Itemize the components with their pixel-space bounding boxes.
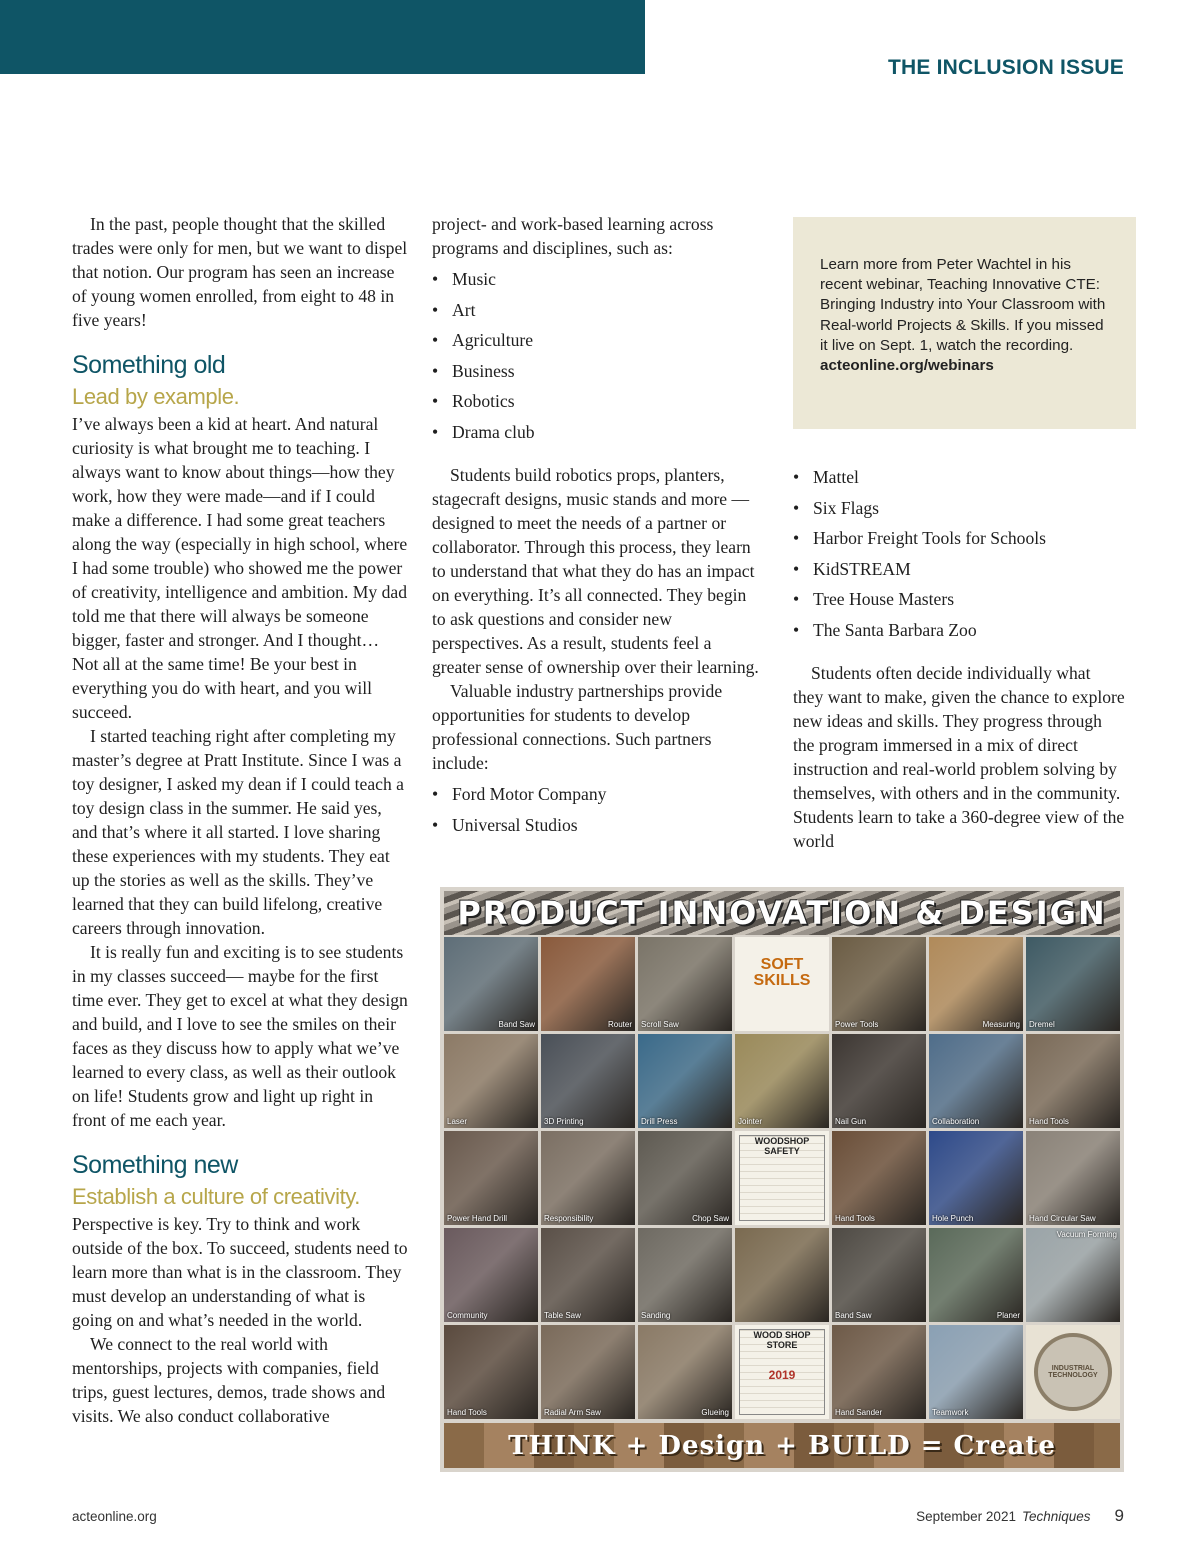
program-list bbox=[432, 264, 762, 447]
photo-tile bbox=[444, 1325, 538, 1419]
tile-label: Hand Circular Saw bbox=[1029, 1214, 1096, 1223]
photo-tile bbox=[444, 937, 538, 1031]
tile-label: Radial Arm Saw bbox=[544, 1408, 601, 1417]
tile-label: Hole Punch bbox=[932, 1214, 974, 1223]
photo-tile bbox=[929, 1228, 1023, 1322]
tile-label: Hand Sander bbox=[835, 1408, 883, 1417]
industrial-technology-badge bbox=[1034, 1333, 1112, 1411]
photo-tile bbox=[541, 1131, 635, 1225]
footer-date: September 2021 bbox=[916, 1509, 1016, 1524]
tile-label: Laser bbox=[447, 1117, 468, 1126]
photo-tile bbox=[929, 937, 1023, 1031]
photo-tile bbox=[638, 1131, 732, 1225]
list-item: • Harbor Freight Tools for Schools bbox=[793, 523, 1125, 554]
photo-tile bbox=[541, 1228, 635, 1322]
tile-label: 3D Printing bbox=[544, 1117, 584, 1126]
body-paragraph: Students often decide individually what they want to make, given the chance to explore new ideas and skills. They progress through the program immersed in a mix of direct instruction and real-world problem solving by themselves, with others and in the community. Students learn to take a 360-degree view of the world bbox=[793, 663, 1125, 851]
photo-tile bbox=[929, 1034, 1023, 1128]
tile-label: Power Hand Drill bbox=[447, 1214, 508, 1223]
photo-tile bbox=[1026, 1034, 1120, 1128]
photo-tile bbox=[638, 1034, 732, 1128]
photo-tile bbox=[735, 1034, 829, 1128]
list-item: • Universal Studios bbox=[432, 810, 762, 841]
tile-label: Band Saw bbox=[498, 1020, 535, 1029]
photo-tile bbox=[541, 1034, 635, 1128]
tile-label: Dremel bbox=[1029, 1020, 1055, 1029]
woodshop-safety-sheet: WOODSHOP SAFETY bbox=[739, 1135, 825, 1221]
tile-label: Hand Tools bbox=[1029, 1117, 1069, 1126]
tile-label: Measuring bbox=[982, 1020, 1020, 1029]
photo-tile bbox=[832, 1228, 926, 1322]
tile-label: Band Saw bbox=[835, 1311, 872, 1320]
photo-tile bbox=[444, 1228, 538, 1322]
photo-tile bbox=[1026, 937, 1120, 1031]
list-item: • Art bbox=[432, 295, 762, 326]
soft-skills-poster: SOFT SKILLS bbox=[753, 956, 811, 989]
body-paragraph: Perspective is key. Try to think and work outside of the box. To succeed, students need to learn more than what is in the classroom. They must develop an understanding of what is going on and what’s needed in the world. bbox=[72, 1214, 408, 1330]
tile-top-label: Vacuum Forming bbox=[1056, 1230, 1117, 1239]
poster-footer-bar bbox=[444, 1423, 1120, 1468]
list-item: • Six Flags bbox=[793, 493, 1125, 524]
body-paragraph: Valuable industry partnerships provide opportunities for students to develop professional connections. Such partners include: bbox=[432, 681, 723, 773]
tile-label: Table Saw bbox=[544, 1311, 581, 1320]
photo-tile bbox=[1026, 1228, 1120, 1322]
column-right bbox=[793, 462, 1125, 853]
photo-tile bbox=[1026, 1325, 1120, 1419]
tile-label: Drill Press bbox=[641, 1117, 678, 1126]
poster-title: PRODUCT INNOVATION & DESIGN bbox=[457, 894, 1107, 932]
body-paragraph: It is really fun and exciting is to see students in my classes succeed— maybe for the first time ever. They get to excel at what they design and build, and I love to see the smiles on their faces as they discuss how to apply what we’ve learned to every class, as well as their outlook on life! Students grow and light up right in front of me each year. bbox=[72, 942, 408, 1130]
tile-label: Collaboration bbox=[932, 1117, 980, 1126]
photo-tile bbox=[832, 1034, 926, 1128]
wood-shop-store-flyer bbox=[739, 1329, 825, 1415]
product-design-poster bbox=[440, 887, 1124, 1472]
poster-footer: THINK + Design + BUILD = Create bbox=[508, 1430, 1056, 1461]
tile-label: Chop Saw bbox=[692, 1214, 729, 1223]
tile-label: Scroll Saw bbox=[641, 1020, 679, 1029]
photo-tile bbox=[929, 1131, 1023, 1225]
page-number: 9 bbox=[1114, 1506, 1124, 1525]
webinar-callout bbox=[793, 217, 1136, 429]
photo-tile bbox=[832, 1325, 926, 1419]
photo-tile bbox=[832, 1131, 926, 1225]
tile-label: Hand Tools bbox=[447, 1408, 487, 1417]
list-item: • Drama club bbox=[432, 417, 762, 448]
poster-title-bar bbox=[444, 891, 1120, 935]
body-paragraph: Students build robotics props, planters, stagecraft designs, music stands and more — designed to meet the needs of a partner or collaborator. Through this process, they learn to understand that what they do has an impact on everything. It’s all connected. They begin to ask questions and consider new perspectives. As a result, students feel a greater sense of ownership over their learning. bbox=[432, 465, 759, 677]
photo-tile bbox=[444, 1034, 538, 1128]
photo-tile bbox=[735, 1131, 829, 1225]
photo-tile bbox=[541, 937, 635, 1031]
list-item: • Business bbox=[432, 356, 762, 387]
section-subheading-culture: Establish a culture of creativity. bbox=[72, 1184, 361, 1209]
body-paragraph: We connect to the real world with mentorships, projects with companies, field trips, guest lectures, demos, trade shows and visits. We also conduct collaborative bbox=[72, 1334, 386, 1426]
badge-text: INDUSTRIAL TECHNOLOGY bbox=[1048, 1365, 1098, 1379]
webinar-link[interactable]: acteonline.org/webinars bbox=[820, 357, 994, 375]
list-item: • KidSTREAM bbox=[793, 554, 1125, 585]
partner-list bbox=[432, 779, 762, 840]
header-color-bar bbox=[0, 0, 645, 74]
list-item: • Ford Motor Company bbox=[432, 779, 762, 810]
issue-label: THE INCLUSION ISSUE bbox=[888, 56, 1124, 79]
photo-tile bbox=[735, 1325, 829, 1419]
tile-label: Responsibility bbox=[544, 1214, 594, 1223]
section-heading-new: Something new bbox=[72, 1151, 238, 1179]
photo-tile bbox=[735, 1228, 829, 1322]
tile-label: Router bbox=[607, 1020, 632, 1029]
body-paragraph: I’ve always been a kid at heart. And natural curiosity is what brought me to teaching. I always want to know about things—how they work, how they were made—and if I could make a difference. I had some great teachers along the way (especially in high school, where I had some trouble) who showed me the power of creativity, intelligence and ambition. My dad told me that there will always be someone bigger, faster and stronger. And I thought… Not all at the same time! Be your best in everything you do with heart, and you will succeed. bbox=[72, 414, 408, 722]
photo-tile bbox=[832, 937, 926, 1031]
photo-grid bbox=[444, 937, 1120, 1419]
store-year: 2019 bbox=[768, 1368, 796, 1382]
photo-tile bbox=[638, 1228, 732, 1322]
tile-label: Glueing bbox=[701, 1408, 729, 1417]
list-item: • The Santa Barbara Zoo bbox=[793, 615, 1125, 646]
tile-label: Nail Gun bbox=[835, 1117, 867, 1126]
photo-tile bbox=[1026, 1131, 1120, 1225]
callout-text: Learn more from Peter Wachtel in his recent webinar, Teaching Innovative CTE: Bringing Industry into Your Classroom with Real-world Projects & Skills. If you missed it live on Sept. 1, watch the recording. bbox=[820, 256, 1106, 354]
tile-label: Hand Tools bbox=[835, 1214, 875, 1223]
tile-label: Power Tools bbox=[835, 1020, 879, 1029]
tile-label: Jointer bbox=[738, 1117, 763, 1126]
body-paragraph: project- and work-based learning across programs and disciplines, such as: bbox=[432, 214, 714, 258]
tile-label: Planer bbox=[996, 1311, 1020, 1320]
section-subheading-lead: Lead by example. bbox=[72, 384, 240, 409]
photo-tile bbox=[638, 937, 732, 1031]
partner-list-continued bbox=[793, 462, 1125, 645]
intro-paragraph: In the past, people thought that the skilled trades were only for men, but we want to dispel that notion. Our program has seen an increase of young women enrolled, from eight to 48 in five years! bbox=[72, 214, 408, 330]
column-middle bbox=[432, 212, 762, 850]
body-paragraph: I started teaching right after completing my master’s degree at Pratt Institute. Since I was a toy designer, I asked my dean if I could teach a toy design class in the summer. He said yes, and that’s where it all started. I love sharing these experiences with my students. They eat up the stories as well as the skills. They’ve learned that they can build lifelong, creative careers through innovation. bbox=[72, 726, 404, 938]
footer-magazine: Techniques bbox=[1021, 1509, 1091, 1524]
photo-tile bbox=[444, 1131, 538, 1225]
list-item: • Mattel bbox=[793, 462, 1125, 493]
section-heading-old: Something old bbox=[72, 351, 226, 379]
column-left bbox=[72, 212, 408, 1428]
store-title: WOOD SHOP STORE bbox=[753, 1330, 811, 1350]
list-item: • Music bbox=[432, 264, 762, 295]
tile-label: Teamwork bbox=[932, 1408, 969, 1417]
photo-tile bbox=[638, 1325, 732, 1419]
footer-site: acteonline.org bbox=[72, 1509, 157, 1524]
footer-info bbox=[916, 1506, 1124, 1526]
list-item: • Robotics bbox=[432, 386, 762, 417]
tile-label: Sanding bbox=[641, 1311, 671, 1320]
list-item: • Tree House Masters bbox=[793, 584, 1125, 615]
photo-tile bbox=[735, 937, 829, 1031]
photo-tile bbox=[541, 1325, 635, 1419]
tile-label: Community bbox=[447, 1311, 488, 1320]
photo-tile bbox=[929, 1325, 1023, 1419]
list-item: • Agriculture bbox=[432, 325, 762, 356]
